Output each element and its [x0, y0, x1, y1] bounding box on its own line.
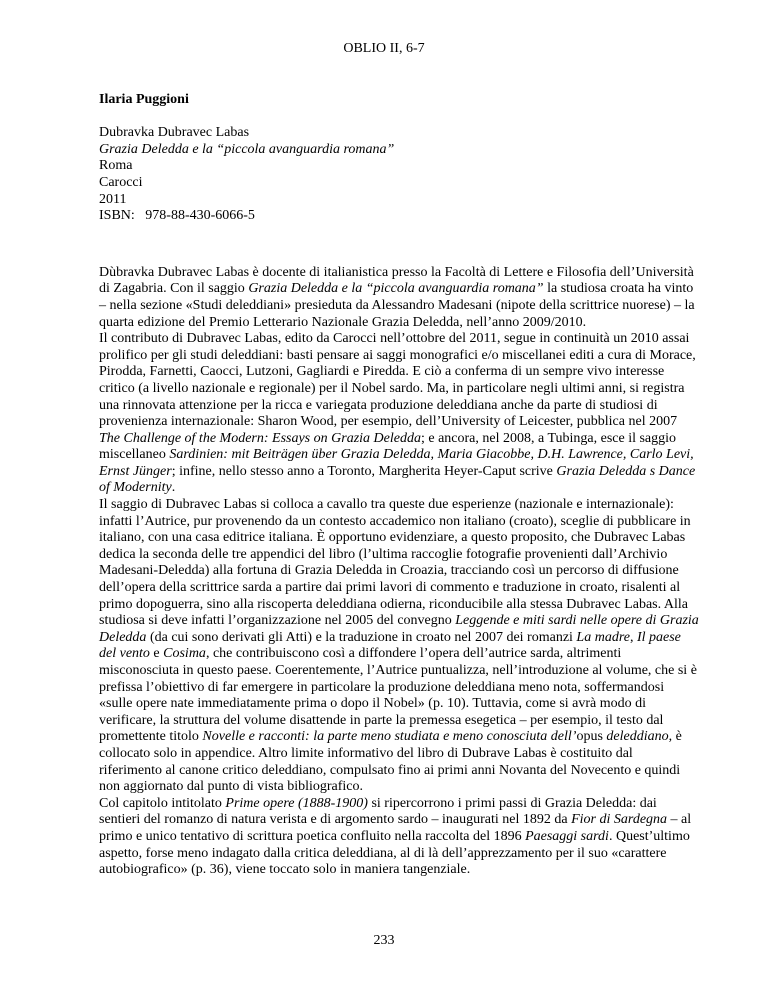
text-run: ; infine, nello stesso anno a Toronto, Margherita Heyer-Caput scrive: [171, 463, 557, 479]
text-run: e: [149, 646, 164, 662]
italic-run: Grazia Deledda s Dance of Modernity: [99, 463, 696, 496]
italic-run: Grazia Deledda e la “piccola avanguardia romana”: [248, 281, 544, 297]
italic-run: Cosima: [163, 646, 206, 662]
text-run: Dùbravka Dubravec Labas è docente di italianistica presso la Facoltà di Lettere e Filosofia dell’Università di Zagabria. Con il saggio: [99, 264, 694, 297]
paragraph: [99, 796, 699, 879]
review-body: [99, 92, 699, 879]
italic-run: Prime opere (1888-1900): [225, 795, 368, 811]
text-run: la studiosa croata ha vinto – nella sezione «Studi deleddiani» presieduta da Alessandro Madesani (nipote della scrittrice nuorese) – la quarta edizione del Premio Letterario Nazionale Grazia Deledda, nell’anno 2009/2010.: [99, 281, 695, 330]
paragraph: [99, 265, 699, 331]
review-text: [99, 265, 699, 879]
text-run: (da cui sono derivati gli Atti) e la traduzione in croato nel 2007 dei romanzi: [146, 629, 577, 645]
text-run: , che contribuiscono così a diffondere l’opera dell’autrice sarda, altrimenti misconosciuta in questo paese. Coerentemente, l’Autrice puntualizza, nell’introduzione al volume, che si è prefissa l’obiettivo di far emergere in particolare la produzione deleddiana meno nota, soffermandosi «sulle opere nate immediatamente prima o dopo il Nobel» (p. 10). Tuttavia, come si avrà modo di verificare, la struttura del volume disattende in parte la premessa esegetica – per esempio, il testo dal promettente titolo: [99, 646, 697, 745]
paragraph: [99, 331, 699, 497]
italic-run: deleddiano: [606, 729, 669, 745]
text-run: Il contributo di Dubravec Labas, edito da Carocci nell’ottobre del 2011, segue in continuità un 2010 assai prolifico per gli studi deleddiani: basti pensare ai saggi monografici e/o miscellanei editi a cura di Morace, Pirodda, Farnetti, Caocci, Lutzoni, Gagliardi e Piredda. E ciò a conferma di un sempre vivo interesse critico (a livello nazionale e regionale) per il Nobel sardo. Ma, in particolare negli ultimi anni, si registra una rinnovata attenzione per la ricca e variegata produzione deleddiana anche da parte di studiosi di provenienza internazionale: Sharon Wood, per esempio, dell’University of Leicester, pubblica nel 2007: [99, 331, 696, 430]
text-run: , è collocato solo in appendice. Altro limite informativo del libro di Dubrave Labas è costituito dal riferimento al canone critico deleddiano, compulsato fino ai primi anni Novanta del Novecento e quindi non aggiornato dal punto di vista bibliografico.: [99, 729, 682, 795]
book-publisher: Carocci: [99, 174, 143, 190]
book-isbn: ISBN: 978-88-430-6066-5: [99, 208, 255, 224]
text-run: Il saggio di Dubravec Labas si colloca a cavallo tra queste due esperienze (nazionale e internazionale): infatti l’Autrice, pur provenendo da un contesto accademico non italiano (croato), sceglie di pubblicare in italiano, con una casa editrice italiana. È opportuno evidenziare, a questo proposito, che Dubravec Labas dedica la seconda delle tre appendici del libro (l’ultima raccoglie fotografie provenienti dall’Archivio Madesani-Deledda) alla fortuna di Grazia Deledda in Croazia, tracciando così un percorso di diffusione dell’opera della scrittrice sarda a partire dai primi lavori di commento e traduzione in croato, risalenti al primo dopoguerra, sino alla riscoperta deleddiana odierna, riconducibile alla stessa Dubravec Labas. Alla studiosa si deve infatti l’organizzazione nel 2005 del convegno: [99, 497, 691, 629]
text-run: si ripercorrono i primi passi di Grazia Deledda: dai sentieri del romanzo di natura verista e di argomento sardo – inaugurati nel 1892 da: [99, 795, 657, 828]
text-run: opus: [576, 729, 607, 745]
running-header: OBLIO II, 6-7: [343, 41, 425, 56]
text-run: – al primo e unico tentativo di scrittura poetica confluito nella raccolta del 1896: [99, 812, 692, 844]
paragraph: [99, 497, 699, 796]
page-number: 233: [373, 933, 395, 948]
italic-run: La madre: [576, 629, 630, 645]
text-run: ; e ancora, nel 2008, a Tubinga, esce il saggio miscellaneo: [99, 430, 677, 463]
book-title: Grazia Deledda e la “piccola avanguardia romana”: [99, 141, 395, 157]
text-run: Col capitolo intitolato: [99, 795, 226, 811]
book-year: 2011: [99, 191, 127, 207]
italic-run: Leggende e miti sardi nelle opere di Grazia Deledda: [99, 613, 699, 645]
italic-run: Fior di Sardegna: [571, 812, 668, 828]
italic-run: Il paese del vento: [99, 629, 681, 662]
book-city: Roma: [99, 158, 133, 174]
text-run: . Quest’ultimo aspetto, forse meno indagato dalla critica deleddiana, al di là dell’apprezzamento per il suo «carattere autobiografico» (p. 36), viene toccato solo in maniera tangenziale.: [99, 828, 690, 878]
italic-run: Paesaggi sardi: [525, 828, 609, 844]
italic-run: Sardinien: mit Beiträgen über Grazia Deledda, Maria Giacobbe, D.H. Lawrence, Carlo Levi, Ernst Jünger: [99, 447, 694, 479]
reviewer-name: Ilaria Puggioni: [99, 92, 189, 107]
text-run: ,: [629, 629, 637, 645]
book-reference: [99, 125, 699, 225]
text-run: .: [171, 480, 176, 496]
book-author: Dubravka Dubravec Labas: [99, 125, 250, 141]
italic-run: The Challenge of the Modern: Essays on Grazia Deledda: [99, 430, 421, 446]
italic-run: Novelle e racconti: la parte meno studiata e meno conosciuta dell’: [202, 729, 577, 745]
